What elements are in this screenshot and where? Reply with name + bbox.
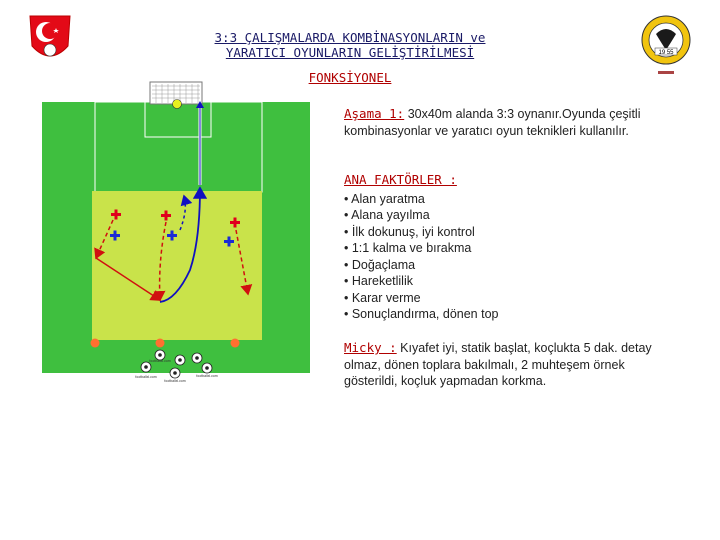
title-line-2: YARATICI OYUNLARIN GELİŞTİRİLMESİ <box>225 45 475 60</box>
stage-text: 30x40m alanda 3:3 oynanır.Oyunda çeşitli kombinasyonlar ve yaratıcı oyun teknikleri kullanılır. <box>344 107 641 138</box>
coach-notes <box>344 340 674 390</box>
key-factors-label: ANA FAKTÖRLER : <box>344 172 457 187</box>
football <box>192 353 202 363</box>
football <box>141 362 151 372</box>
coach-notes-text: Kıyafet iyi, statik başlat, koçlukta 5 dak. detay olmaz, dönen toplara bakılmalı, 2 muhteşem örnek gösterildi, koçluk yapmadan korkma. <box>344 341 652 388</box>
ball-label: footballxl.com <box>149 359 171 363</box>
title-line-1: 3:3 ÇALIŞMALARDA KOMBİNASYONLARIN ve <box>214 30 486 45</box>
list-item: • Hareketlilik <box>344 274 413 288</box>
coach-notes-label: Micky : <box>344 340 397 355</box>
list-item: • Doğaçlama <box>344 257 416 272</box>
stage-description <box>344 106 674 139</box>
goalkeeper <box>173 100 182 109</box>
ball-label: footballxl.com <box>135 375 157 379</box>
subtitle: FONKSİYONEL <box>308 70 392 85</box>
orange-cone <box>91 339 100 348</box>
club-logo-year: 19 55 <box>658 50 674 56</box>
list-item: • Karar verme <box>344 290 421 305</box>
orange-cone <box>156 339 165 348</box>
football <box>202 363 212 373</box>
football <box>170 368 180 378</box>
key-factors-list <box>344 191 674 323</box>
stage-label: Aşama 1: <box>344 106 405 121</box>
list-item: • Sonuçlandırma, dönen top <box>344 307 499 321</box>
key-factors <box>344 172 674 323</box>
list-item: • Alan yaratma <box>344 191 425 206</box>
football <box>175 355 185 365</box>
list-item: • Alana yayılma <box>344 208 430 222</box>
orange-cone <box>231 339 240 348</box>
ball-label: footballxl.com <box>196 374 218 378</box>
list-item: • 1:1 kalma ve bırakma <box>344 241 472 255</box>
ball-label: footballxl.com <box>164 379 186 383</box>
list-item: • İlk dokunuş, iyi kontrol <box>344 224 475 239</box>
